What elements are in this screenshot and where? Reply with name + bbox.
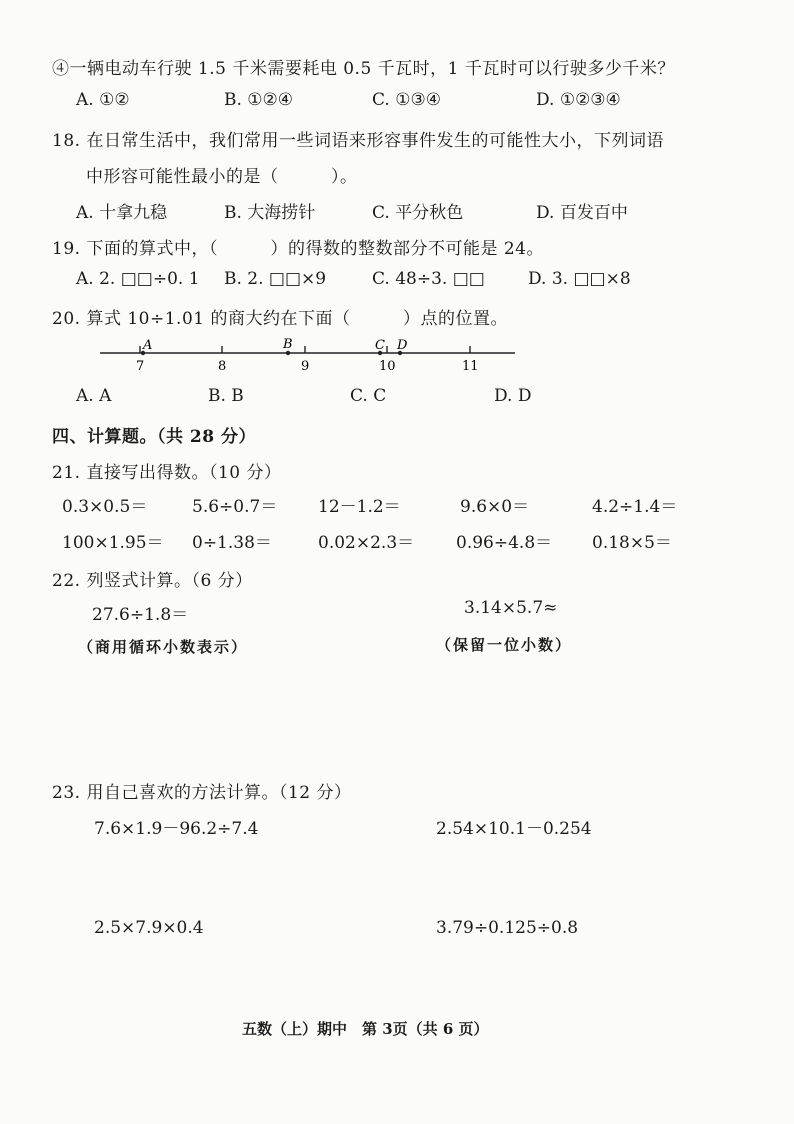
tick-label-9: 9	[301, 359, 310, 374]
q19-option-c[interactable]: C. 48÷3. □□	[372, 269, 485, 289]
q21-title: 21. 直接写出得数。（10 分）	[52, 463, 282, 483]
q23-expr-3: 2.5×7.9×0.4	[94, 918, 204, 938]
tick-label-7: 7	[136, 359, 145, 374]
q19-option-a[interactable]: A. 2. □□÷0. 1	[76, 269, 200, 289]
q17-item4: ④一辆电动车行驶 1.5 千米需要耗电 0.5 千瓦时，1 千瓦时可以行驶多少千米？	[52, 59, 675, 79]
q17-option-c[interactable]: C. ①③④	[372, 90, 441, 110]
q22-left-note: （商用循环小数表示）	[78, 638, 249, 656]
point-d-label: D	[397, 338, 408, 353]
q20-option-b[interactable]: B. B	[208, 386, 244, 406]
q21-r1-c3: 12－1.2＝	[318, 497, 401, 517]
point-b-label: B	[283, 337, 293, 352]
q22-right-expr: 3.14×5.7≈	[464, 598, 558, 618]
q18-option-a[interactable]: A. 十拿九稳	[76, 203, 168, 223]
q23-expr-4: 3.79÷0.125÷0.8	[436, 918, 579, 938]
q21-r1-c2: 5.6÷0.7＝	[192, 497, 278, 517]
q21-r1-c5: 4.2÷1.4＝	[592, 497, 678, 517]
q17-option-d[interactable]: D. ①②③④	[536, 90, 621, 110]
q21-r1-c1: 0.3×0.5＝	[62, 497, 148, 517]
q23-title: 23. 用自己喜欢的方法计算。（12 分）	[52, 783, 352, 803]
section4-title: 四、计算题。（共 28 分）	[52, 427, 256, 447]
q19-option-d[interactable]: D. 3. □□×8	[528, 269, 631, 289]
tick-label-10: 10	[379, 359, 396, 374]
q19-option-b[interactable]: B. 2. □□×9	[224, 269, 327, 289]
q23-expr-1: 7.6×1.9－96.2÷7.4	[94, 819, 259, 839]
q21-r2-c2: 0÷1.38＝	[192, 533, 272, 553]
tick-label-8: 8	[218, 359, 227, 374]
q18-line1: 18. 在日常生活中，我们常用一些词语来形容事件发生的可能性大小，下列词语	[52, 131, 664, 151]
q18-option-d[interactable]: D. 百发百中	[536, 203, 628, 223]
q23-expr-2: 2.54×10.1－0.254	[436, 819, 592, 839]
q22-title: 22. 列竖式计算。（6 分）	[52, 571, 253, 591]
q21-r2-c5: 0.18×5＝	[592, 533, 672, 553]
q20-option-d[interactable]: D. D	[494, 386, 532, 406]
page-footer: 五数（上）期中 第 3页（共 6 页）	[242, 1020, 489, 1038]
q19-line1: 19. 下面的算式中，（ ）的得数的整数部分不可能是 24。	[52, 239, 544, 259]
q21-r1-c4: 9.6×0＝	[460, 497, 530, 517]
q21-r2-c1: 100×1.95＝	[62, 533, 164, 553]
point-c-label: C	[375, 338, 385, 353]
q17-option-b[interactable]: B. ①②④	[224, 90, 294, 110]
number-line	[100, 337, 520, 380]
q22-right-note: （保留一位小数）	[436, 636, 573, 654]
q17-option-a[interactable]: A. ①②	[76, 90, 130, 110]
q18-option-c[interactable]: C. 平分秋色	[372, 203, 464, 223]
tick-label-11: 11	[462, 359, 479, 374]
q20-option-a[interactable]: A. A	[76, 386, 112, 406]
q21-r2-c4: 0.96÷4.8＝	[456, 533, 553, 553]
q18-line2: 中形容可能性最小的是（ ）。	[86, 167, 358, 187]
q20-option-c[interactable]: C. C	[350, 386, 387, 406]
q20-line1: 20. 算式 10÷1.01 的商大约在下面（ ）点的位置。	[52, 309, 508, 329]
q22-left-expr: 27.6÷1.8＝	[92, 605, 189, 625]
q18-option-b[interactable]: B. 大海捞针	[224, 203, 316, 223]
q21-r2-c3: 0.02×2.3＝	[318, 533, 415, 553]
point-a-label: A	[143, 338, 153, 353]
